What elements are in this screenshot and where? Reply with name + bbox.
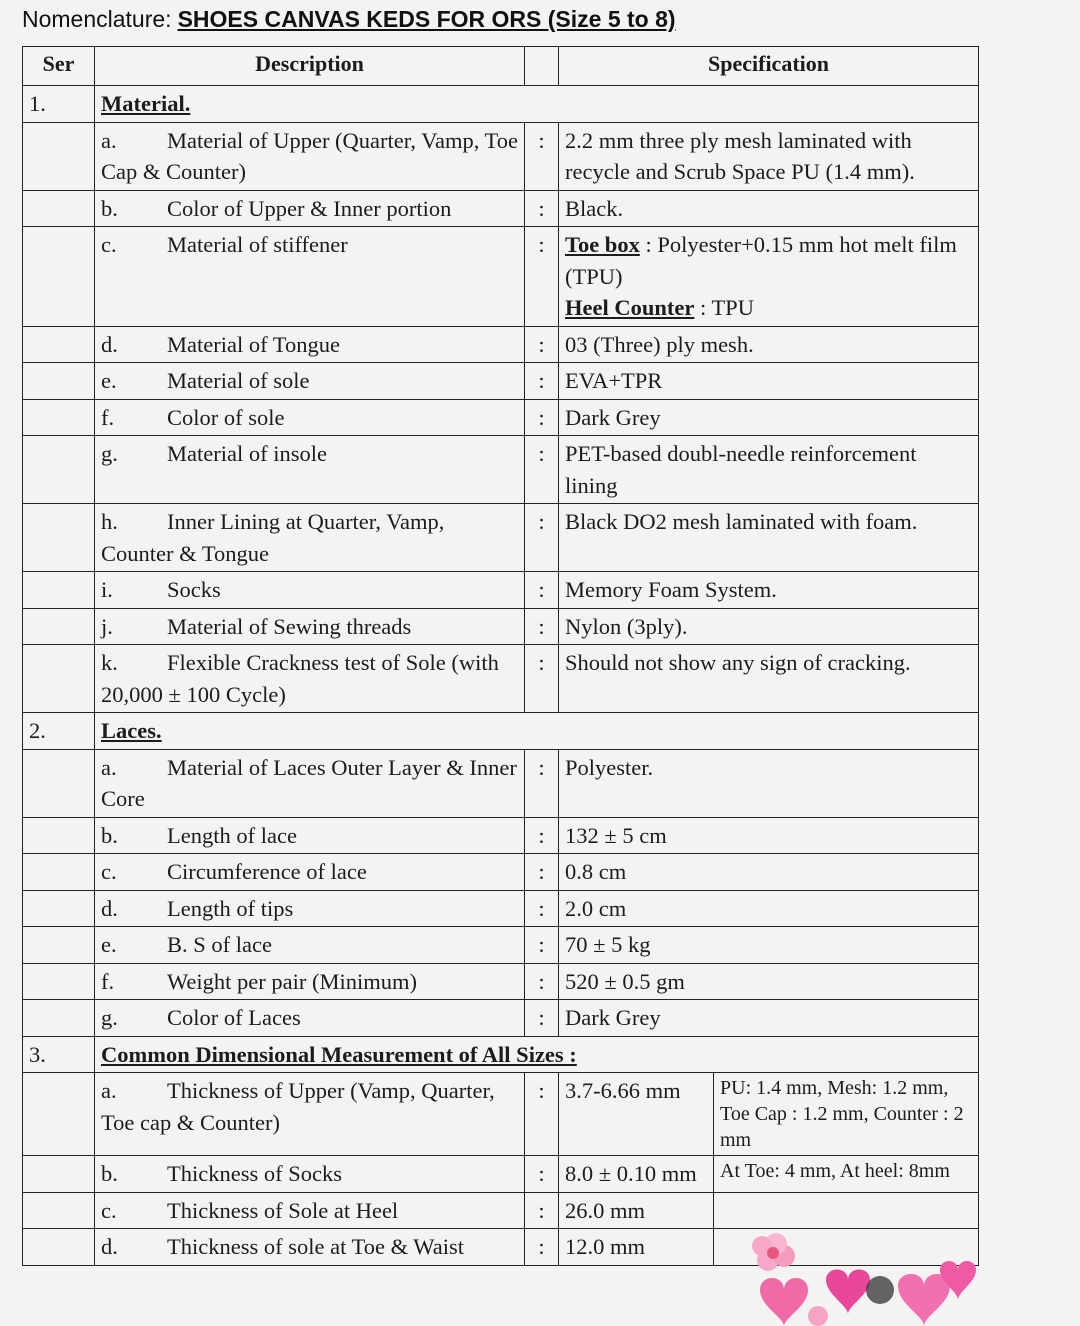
table-row bbox=[23, 122, 979, 190]
specification-table bbox=[22, 46, 979, 1266]
table-row bbox=[23, 1073, 979, 1156]
item-letter: a. bbox=[101, 1078, 117, 1103]
header-ser: Ser bbox=[23, 47, 95, 86]
item-letter: c. bbox=[101, 232, 117, 257]
ser-empty-cell bbox=[23, 326, 95, 363]
header-specification: Specification bbox=[559, 47, 979, 86]
description-cell bbox=[95, 890, 525, 927]
ser-empty-cell bbox=[23, 572, 95, 609]
spec-line bbox=[565, 229, 972, 292]
description-cell bbox=[95, 122, 525, 190]
ser-number: 2. bbox=[23, 713, 95, 750]
table-row bbox=[23, 749, 979, 817]
table-body bbox=[23, 86, 979, 1266]
item-description: Thickness of Sole at Heel bbox=[167, 1197, 399, 1223]
colon-cell: : bbox=[525, 890, 559, 927]
table-header-row bbox=[23, 47, 979, 86]
item-letter: d. bbox=[101, 1234, 118, 1259]
description-cell bbox=[95, 1073, 525, 1156]
colon-cell: : bbox=[525, 122, 559, 190]
specification-cell: 70 ± 5 kg bbox=[559, 927, 979, 964]
item-letter: i. bbox=[101, 577, 113, 602]
item-letter: g. bbox=[101, 1005, 118, 1030]
item-description: Length of lace bbox=[167, 822, 297, 848]
section-title-row bbox=[23, 1036, 979, 1073]
ser-empty-cell bbox=[23, 436, 95, 504]
table-row bbox=[23, 1192, 979, 1229]
item-description: Material of Tongue bbox=[167, 331, 340, 357]
specification-cell: Black DO2 mesh laminated with foam. bbox=[559, 504, 979, 572]
ser-empty-cell bbox=[23, 749, 95, 817]
ser-empty-cell bbox=[23, 363, 95, 400]
table-row bbox=[23, 227, 979, 327]
description-cell bbox=[95, 1000, 525, 1037]
colon-cell: : bbox=[525, 227, 559, 327]
specification-cell: PET-based doubl-needle reinforcement lining bbox=[559, 436, 979, 504]
description-cell bbox=[95, 963, 525, 1000]
specification-cell: 520 ± 0.5 gm bbox=[559, 963, 979, 1000]
item-description: Color of sole bbox=[167, 404, 285, 430]
ser-empty-cell bbox=[23, 227, 95, 327]
item-letter: e. bbox=[101, 368, 117, 393]
header-description: Description bbox=[95, 47, 525, 86]
description-cell bbox=[95, 1229, 525, 1266]
item-description: Material of Laces Outer Layer & Inner Core bbox=[101, 754, 517, 811]
table-row bbox=[23, 504, 979, 572]
specification-cell: 132 ± 5 cm bbox=[559, 817, 979, 854]
ser-empty-cell bbox=[23, 963, 95, 1000]
specification-cell: Nylon (3ply). bbox=[559, 608, 979, 645]
heart-icon bbox=[898, 1274, 950, 1326]
ser-empty-cell bbox=[23, 1156, 95, 1193]
description-cell bbox=[95, 572, 525, 609]
item-description: Thickness of Socks bbox=[167, 1161, 342, 1186]
ser-empty-cell bbox=[23, 927, 95, 964]
colon-cell: : bbox=[525, 326, 559, 363]
table-row bbox=[23, 1156, 979, 1193]
item-description: Circumference of lace bbox=[167, 859, 367, 884]
table-row bbox=[23, 399, 979, 436]
description-cell bbox=[95, 227, 525, 327]
description-cell bbox=[95, 190, 525, 227]
item-description: Thickness of sole at Toe & Waist bbox=[167, 1234, 464, 1259]
specification-cell: Dark Grey bbox=[559, 1000, 979, 1037]
ser-empty-cell bbox=[23, 1073, 95, 1156]
item-letter: b. bbox=[101, 822, 118, 848]
ser-empty-cell bbox=[23, 1229, 95, 1266]
table-row bbox=[23, 963, 979, 1000]
item-description: Color of Upper & Inner portion bbox=[167, 195, 452, 221]
ser-empty-cell bbox=[23, 854, 95, 891]
item-letter: b. bbox=[101, 195, 118, 221]
item-letter: f. bbox=[101, 404, 115, 430]
item-letter: f. bbox=[101, 968, 115, 994]
item-letter: e. bbox=[101, 932, 117, 957]
spec-subheading: Toe box bbox=[565, 232, 640, 257]
spec-line bbox=[565, 292, 972, 324]
heart-icon bbox=[826, 1270, 870, 1315]
ser-empty-cell bbox=[23, 890, 95, 927]
item-description: Weight per pair (Minimum) bbox=[167, 968, 418, 994]
colon-cell: : bbox=[525, 1156, 559, 1193]
section-title-text: Laces. bbox=[101, 718, 162, 743]
table-row bbox=[23, 817, 979, 854]
spec-text: : Polyester+0.15 mm hot melt film (TPU) bbox=[565, 232, 957, 289]
description-cell bbox=[95, 608, 525, 645]
specification-cell: Dark Grey bbox=[559, 399, 979, 436]
specification-cell: 2.2 mm three ply mesh laminated with recycle and Scrub Space PU (1.4 mm). bbox=[559, 122, 979, 190]
item-letter: g. bbox=[101, 441, 118, 466]
section-title-text: Common Dimensional Measurement of All Sizes : bbox=[101, 1041, 577, 1067]
colon-cell: : bbox=[525, 363, 559, 400]
colon-cell: : bbox=[525, 436, 559, 504]
specification-cell: 2.0 cm bbox=[559, 890, 979, 927]
section-title-row bbox=[23, 713, 979, 750]
colon-cell: : bbox=[525, 1073, 559, 1156]
ser-number: 3. bbox=[23, 1036, 95, 1073]
table-row bbox=[23, 854, 979, 891]
ser-empty-cell bbox=[23, 504, 95, 572]
nomenclature-value: SHOES CANVAS KEDS FOR ORS (Size 5 to 8) bbox=[177, 6, 676, 32]
item-letter: d. bbox=[101, 895, 118, 921]
description-cell bbox=[95, 436, 525, 504]
section-title-text: Material. bbox=[101, 91, 191, 116]
flower-icon bbox=[752, 1233, 795, 1271]
description-cell bbox=[95, 504, 525, 572]
specification-cell: 03 (Three) ply mesh. bbox=[559, 326, 979, 363]
ser-empty-cell bbox=[23, 608, 95, 645]
spec-subheading: Heel Counter bbox=[565, 295, 695, 320]
nomenclature-label: Nomenclature: bbox=[22, 6, 172, 32]
ser-empty-cell bbox=[23, 190, 95, 227]
header-colon-column bbox=[525, 47, 559, 86]
table-row bbox=[23, 890, 979, 927]
description-cell bbox=[95, 645, 525, 713]
nomenclature-line bbox=[22, 6, 676, 33]
colon-cell: : bbox=[525, 817, 559, 854]
heart-sticker-decoration bbox=[730, 1230, 990, 1326]
description-cell bbox=[95, 749, 525, 817]
colon-cell: : bbox=[525, 1000, 559, 1037]
spec-text: : TPU bbox=[699, 295, 754, 320]
item-description: Material of Sewing threads bbox=[167, 613, 412, 639]
description-cell bbox=[95, 363, 525, 400]
ser-empty-cell bbox=[23, 122, 95, 190]
section-title bbox=[95, 1036, 979, 1073]
table-row bbox=[23, 436, 979, 504]
description-cell bbox=[95, 1192, 525, 1229]
ser-number: 1. bbox=[23, 86, 95, 123]
specification-value: 26.0 mm bbox=[559, 1192, 714, 1229]
colon-cell: : bbox=[525, 963, 559, 1000]
item-description: Thickness of Upper (Vamp, Quarter, Toe cap & Counter) bbox=[101, 1078, 495, 1135]
colon-cell: : bbox=[525, 1192, 559, 1229]
ser-empty-cell bbox=[23, 817, 95, 854]
specification-note bbox=[714, 1192, 979, 1229]
item-description: Length of tips bbox=[167, 895, 294, 921]
specification-value: 8.0 ± 0.10 mm bbox=[559, 1156, 714, 1193]
specification-cell: Should not show any sign of cracking. bbox=[559, 645, 979, 713]
specification-value: 12.0 mm bbox=[559, 1229, 714, 1266]
specification-cell: 0.8 cm bbox=[559, 854, 979, 891]
table-row bbox=[23, 645, 979, 713]
item-letter: b. bbox=[101, 1161, 118, 1186]
description-cell bbox=[95, 1156, 525, 1193]
ser-empty-cell bbox=[23, 1000, 95, 1037]
colon-cell: : bbox=[525, 1229, 559, 1266]
table-row bbox=[23, 927, 979, 964]
table-row bbox=[23, 363, 979, 400]
colon-cell: : bbox=[525, 645, 559, 713]
specification-cell: Black. bbox=[559, 190, 979, 227]
flower-icon bbox=[808, 1306, 828, 1326]
item-description: Socks bbox=[167, 577, 221, 602]
specification-value: 3.7-6.66 mm bbox=[559, 1073, 714, 1156]
item-letter: c. bbox=[101, 859, 117, 884]
colon-cell: : bbox=[525, 854, 559, 891]
item-letter: k. bbox=[101, 650, 118, 675]
colon-cell: : bbox=[525, 504, 559, 572]
section-title bbox=[95, 86, 979, 123]
item-letter: j. bbox=[101, 613, 113, 639]
table-row bbox=[23, 1000, 979, 1037]
specification-note: At Toe: 4 mm, At heel: 8mm bbox=[714, 1156, 979, 1193]
section-title bbox=[95, 713, 979, 750]
item-description: B. S of lace bbox=[167, 932, 272, 957]
table-row bbox=[23, 190, 979, 227]
table-row bbox=[23, 608, 979, 645]
description-cell bbox=[95, 854, 525, 891]
ser-empty-cell bbox=[23, 645, 95, 713]
description-cell bbox=[95, 326, 525, 363]
section-title-row bbox=[23, 86, 979, 123]
ser-empty-cell bbox=[23, 399, 95, 436]
description-cell bbox=[95, 817, 525, 854]
item-letter: d. bbox=[101, 331, 118, 357]
heart-icon bbox=[760, 1278, 808, 1326]
colon-cell: : bbox=[525, 399, 559, 436]
specification-cell: Memory Foam System. bbox=[559, 572, 979, 609]
item-letter: h. bbox=[101, 509, 118, 534]
item-letter: c. bbox=[101, 1197, 117, 1223]
colon-cell: : bbox=[525, 927, 559, 964]
colon-cell: : bbox=[525, 572, 559, 609]
item-description: Material of stiffener bbox=[167, 232, 348, 257]
item-description: Color of Laces bbox=[167, 1005, 301, 1030]
item-description: Inner Lining at Quarter, Vamp, Counter & Tongue bbox=[101, 509, 445, 566]
description-cell bbox=[95, 927, 525, 964]
colon-cell: : bbox=[525, 190, 559, 227]
specification-cell bbox=[559, 227, 979, 327]
colon-cell: : bbox=[525, 749, 559, 817]
item-description: Material of insole bbox=[167, 441, 327, 466]
ser-empty-cell bbox=[23, 1192, 95, 1229]
item-letter: a. bbox=[101, 127, 117, 153]
table-row bbox=[23, 572, 979, 609]
item-description: Flexible Crackness test of Sole (with 20,000 ± 100 Cycle) bbox=[101, 650, 499, 707]
specification-cell: EVA+TPR bbox=[559, 363, 979, 400]
table-row bbox=[23, 326, 979, 363]
item-description: Material of sole bbox=[167, 368, 310, 393]
specification-cell: Polyester. bbox=[559, 749, 979, 817]
item-letter: a. bbox=[101, 754, 117, 780]
description-cell bbox=[95, 399, 525, 436]
specification-note: PU: 1.4 mm, Mesh: 1.2 mm, Toe Cap : 1.2 mm, Counter : 2 mm bbox=[714, 1073, 979, 1156]
item-description: Material of Upper (Quarter, Vamp, Toe Cap & Counter) bbox=[101, 127, 518, 184]
colon-cell: : bbox=[525, 608, 559, 645]
